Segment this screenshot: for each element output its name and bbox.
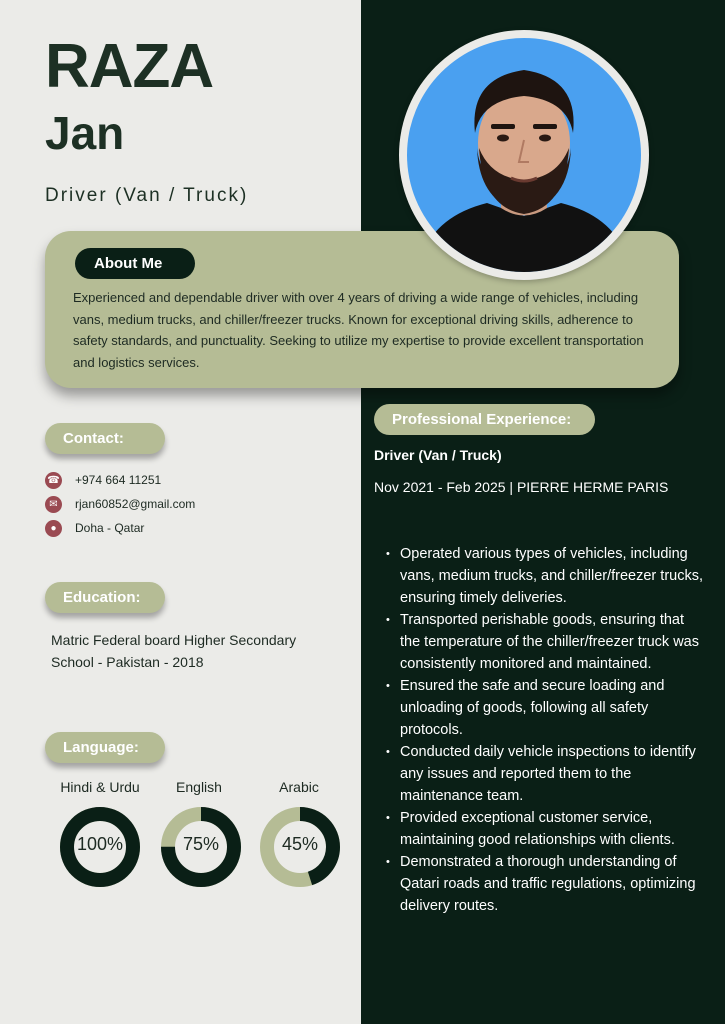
language-percent: 45% — [281, 834, 319, 854]
experience-bullet: • Provided exceptional customer service, maintaining good relationships with clients. — [386, 807, 706, 851]
contact-heading: Contact: — [45, 423, 165, 454]
contact-email[interactable]: rjan60852@gmail.com — [75, 497, 196, 511]
language-name: Hindi & Urdu — [60, 779, 140, 795]
education-text: Matric Federal board Higher Secondary School - Pakistan - 2018 — [51, 632, 297, 670]
contact-phone: +974 664 11251 — [75, 473, 162, 487]
language-name: Arabic — [279, 779, 319, 795]
experience-bullet: • Conducted daily vehicle inspections to identify any issues and reported them to the maintenance team. — [386, 741, 706, 807]
contact-email-row — [45, 495, 195, 513]
experience-bullet: • Ensured the safe and secure loading and unloading of goods, following all safety protocols. — [386, 675, 706, 741]
language-percent: 100% — [76, 834, 124, 854]
about-me-heading: About Me — [75, 248, 195, 279]
education-heading: Education: — [45, 582, 165, 613]
language-heading: Language: — [45, 732, 165, 763]
profile-photo — [407, 38, 641, 272]
contact-location: Doha - Qatar — [75, 521, 145, 535]
experience-bullet: • Operated various types of vehicles, including vans, medium trucks, and chiller/freezer trucks, ensuring timely deliveries. — [386, 543, 706, 609]
location-pin-icon: ● — [45, 520, 62, 537]
contact-phone-row — [45, 471, 161, 489]
experience-bullet: • Transported perishable goods, ensuring that the temperature of the chiller/freezer truck was consistently monitored and maintained. — [386, 609, 706, 675]
experience-bullet: • Demonstrated a thorough understanding of Qatari roads and traffic regulations, optimizing delivery routes. — [386, 851, 706, 917]
profile-photo-frame — [399, 30, 649, 280]
experience-meta: Nov 2021 - Feb 2025 | PIERRE HERME PARIS — [374, 479, 669, 495]
email-icon: ✉ — [45, 496, 62, 513]
person-portrait-icon — [407, 38, 641, 272]
phone-icon: ☎ — [45, 472, 62, 489]
experience-heading: Professional Experience: — [374, 404, 595, 435]
last-name: Jan — [45, 107, 125, 159]
job-title: Driver (Van / Truck) — [45, 185, 249, 206]
first-name: RAZA — [45, 32, 214, 101]
experience-bullets — [386, 543, 706, 917]
experience-role: Driver (Van / Truck) — [374, 447, 502, 463]
language-percent: 75% — [182, 834, 220, 854]
language-name: English — [176, 779, 222, 795]
about-me-text: Experienced and dependable driver with over 4 years of driving a wide range of vehicles, including vans, medium trucks, and chiller/freezer trucks. Known for exceptional driving skills, adherence to safety standards, and punctuality. Seeking to utilize my expertise to provide excellent transportation and logistics services. — [73, 290, 644, 370]
contact-location-row — [45, 519, 144, 537]
